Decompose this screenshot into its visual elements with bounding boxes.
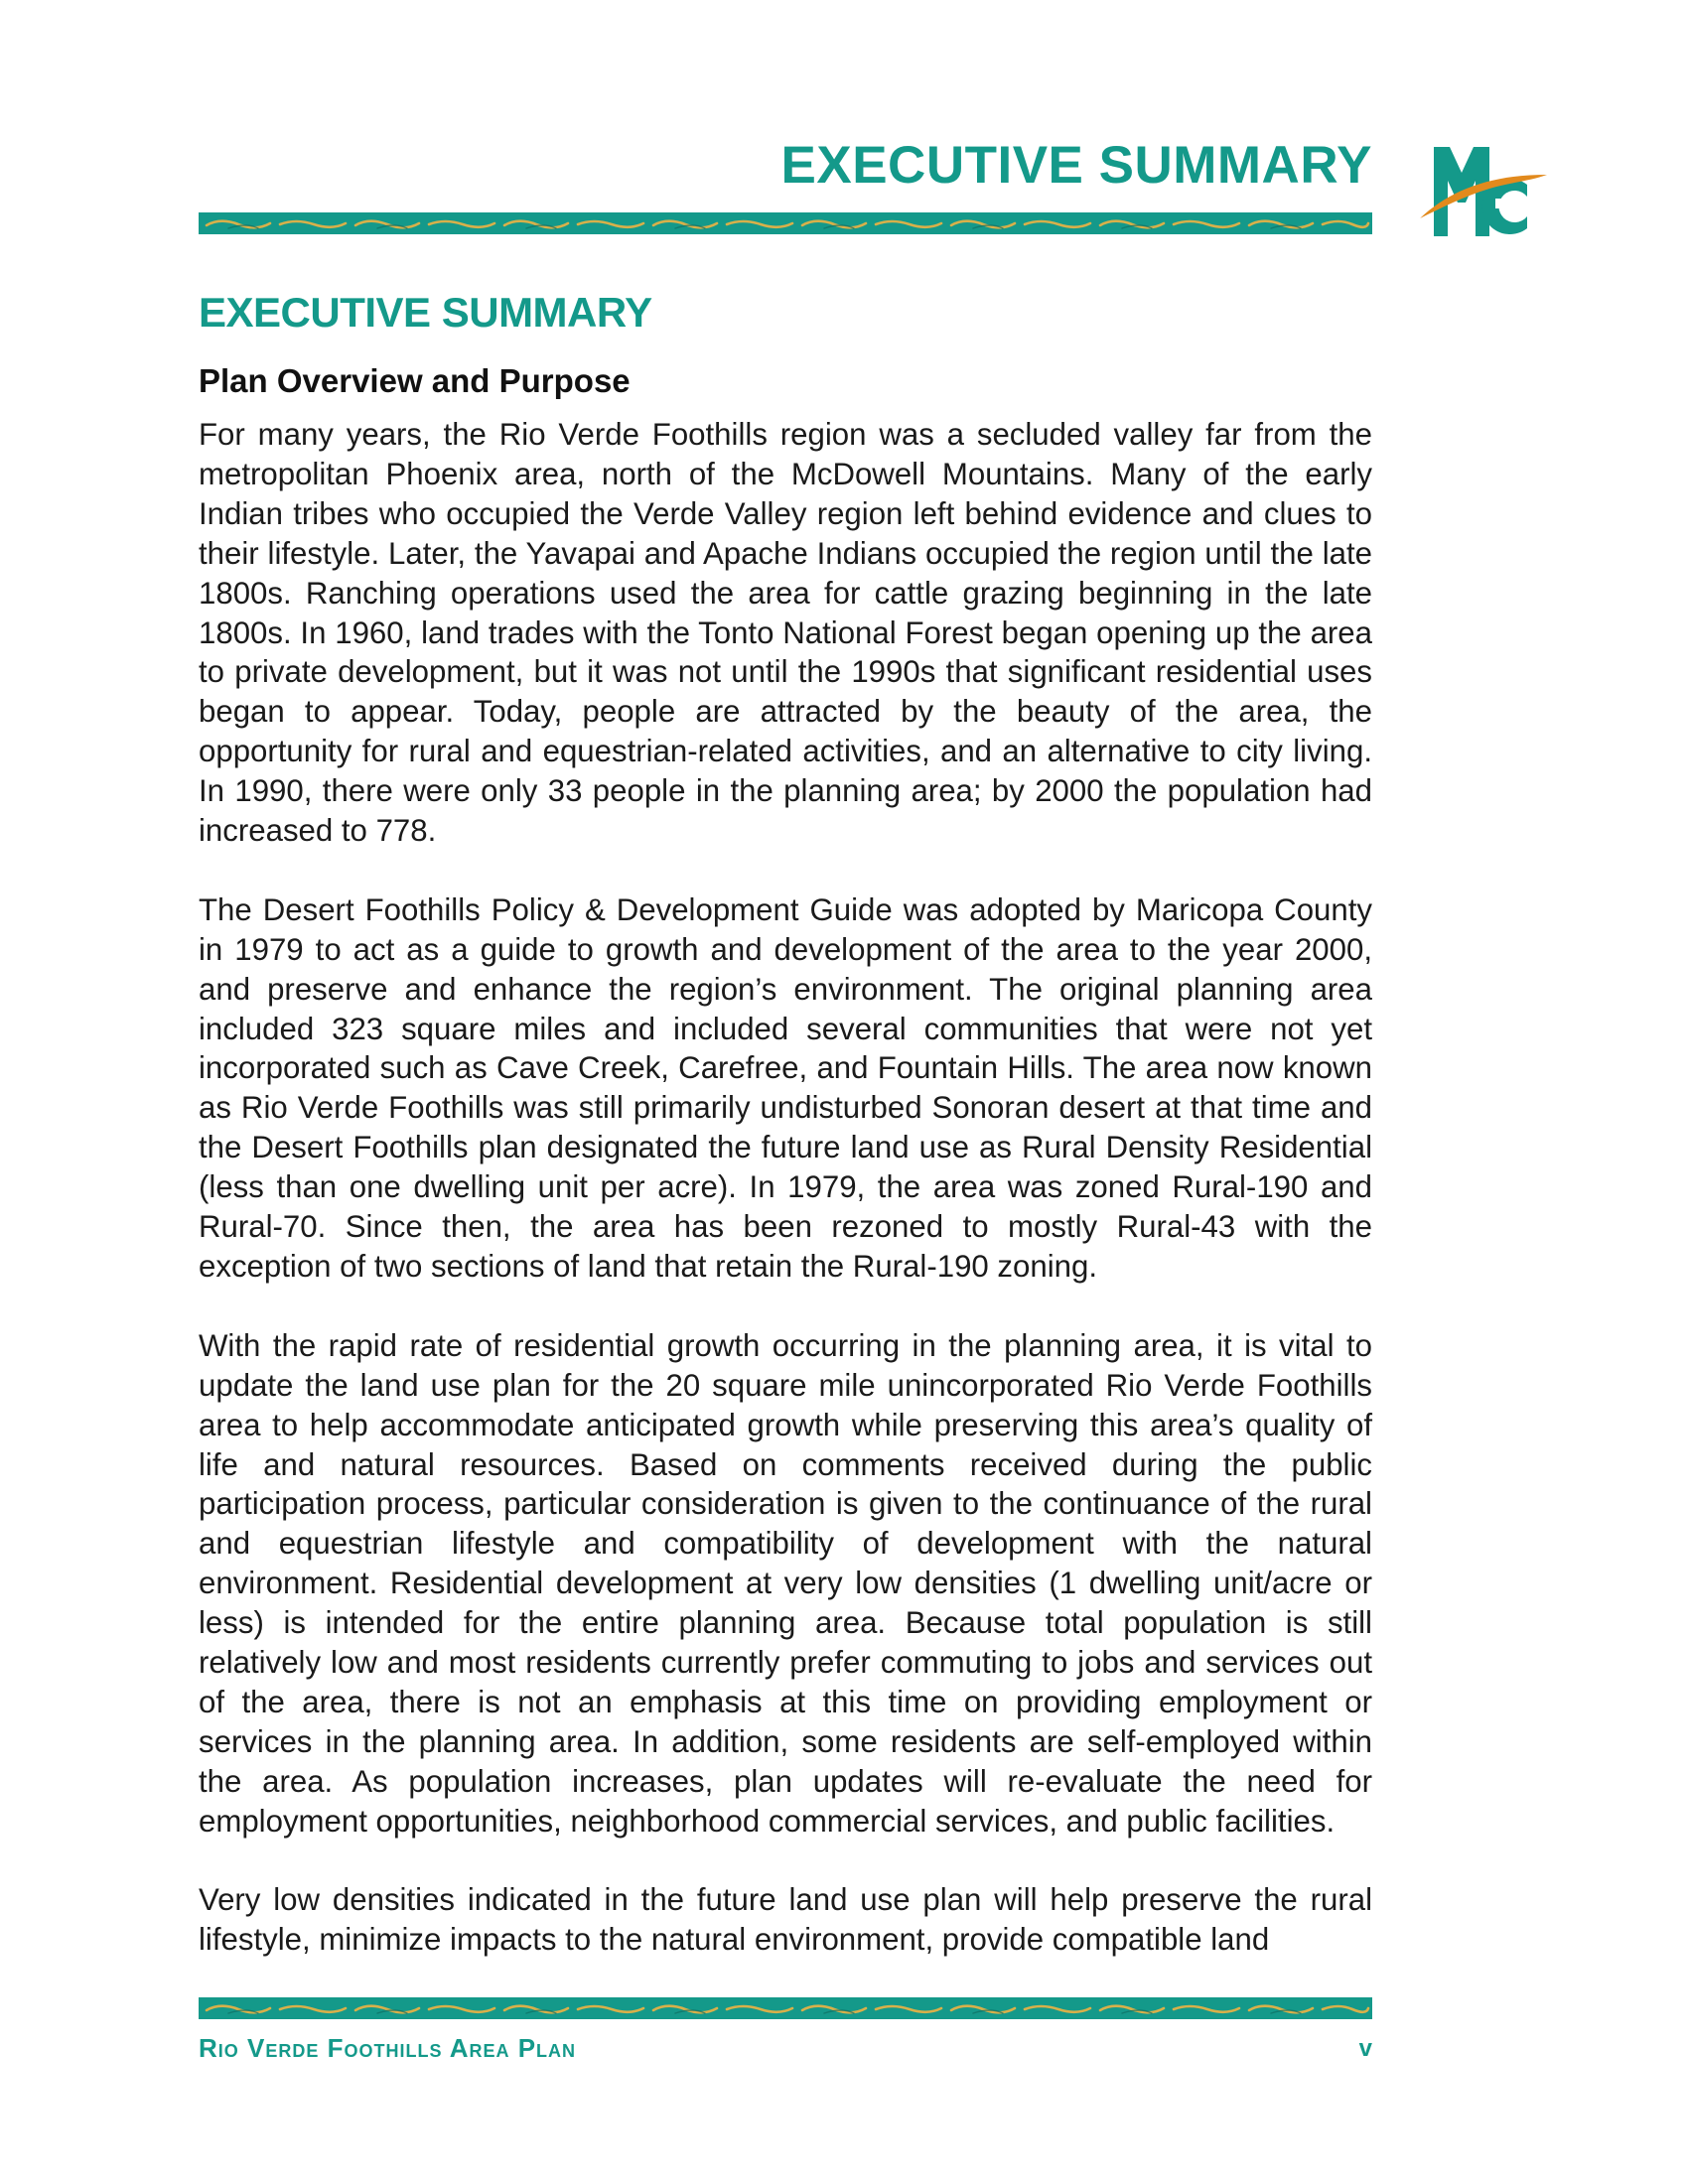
paragraph-3: With the rapid rate of residential growth occurring in the planning area, it is vital to update the land use plan for the 20 square mile unincorporated Rio Verde Foothills area to help accommodate anticipated growth while preserving this area’s quality of life and natural resources. Based on comments received during the public participation process, particular consideration is given to the continuance of the rural and equestrian lifestyle and compatibility of development with the natural environment. Residential development at very low densities (1 dwelling unit/acre or less) is intended for the entire planning area. Because total population is still relatively low and most residents currently prefer commuting to jobs and services out of the area, there is not an emphasis at this time on providing employment or services in the planning area. In addition, some residents are self-employed within the area. As population increases, plan updates will re-evaluate the need for employment opportunities, neighborhood commercial services, and public facilities. bbox=[199, 1327, 1372, 1839]
band-swash-pattern bbox=[199, 212, 1372, 234]
section-title: EXECUTIVE SUMMARY bbox=[199, 289, 652, 336]
decorative-band-top bbox=[199, 212, 1372, 234]
subheading-plan-overview: Plan Overview and Purpose bbox=[199, 362, 631, 399]
footer-page-number: v bbox=[1358, 2035, 1372, 2062]
paragraph-4: Very low densities indicated in the future land use plan will help preserve the rural lifestyle, minimize impacts to the natural environment, provide compatible land bbox=[199, 1882, 1372, 1958]
header-title: EXECUTIVE SUMMARY bbox=[780, 136, 1372, 195]
paragraph-2: The Desert Foothills Policy & Development Guide was adopted by Maricopa County in 1979 to act as a guide to growth and development of the area to the year 2000, and preserve and enhance the region’s environment. The original planning area included 323 square miles and included several communities that were not yet incorporated such as Cave Creek, Carefree, and Fountain Hills. The area now known as Rio Verde Foothills was still primarily undisturbed Sonoran desert at that time and the Desert Foothills plan designated the future land use as Rural Density Residential (less than one dwelling unit per acre). In 1979, the area was zoned Rural-190 and Rural-70. Since then, the area has been rezoned to mostly Rural-43 with the exception of two sections of land that retain the Rural-190 zoning. bbox=[199, 891, 1372, 1285]
maricopa-county-logo-icon bbox=[1420, 145, 1549, 239]
paragraph-1: For many years, the Rio Verde Foothills region was a secluded valley far from the metropolitan Phoenix area, north of the McDowell Mountains. Many of the early Indian tribes who occupied the Verde Valley region left behind evidence and clues to their lifestyle. Later, the Yavapai and Apache Indians occupied the region until the late 1800s. Ranching operations used the area for cattle grazing beginning in the late 1800s. In 1960, land trades with the Tonto National Forest began opening up the area to private development, but it was not until the 1990s that significant residential uses began to appear. Today, people are attracted by the beauty of the area, the opportunity for rural and equestrian-related activities, and an alternative to city living. In 1990, there were only 33 people in the planning area; by 2000 the population had increased to 778. bbox=[199, 417, 1372, 849]
body-text bbox=[199, 415, 1372, 1960]
decorative-band-bottom bbox=[199, 1997, 1372, 2019]
band-swash-pattern bbox=[199, 1997, 1372, 2019]
footer-document-title: Rio Verde Foothills Area Plan bbox=[199, 2033, 577, 2063]
